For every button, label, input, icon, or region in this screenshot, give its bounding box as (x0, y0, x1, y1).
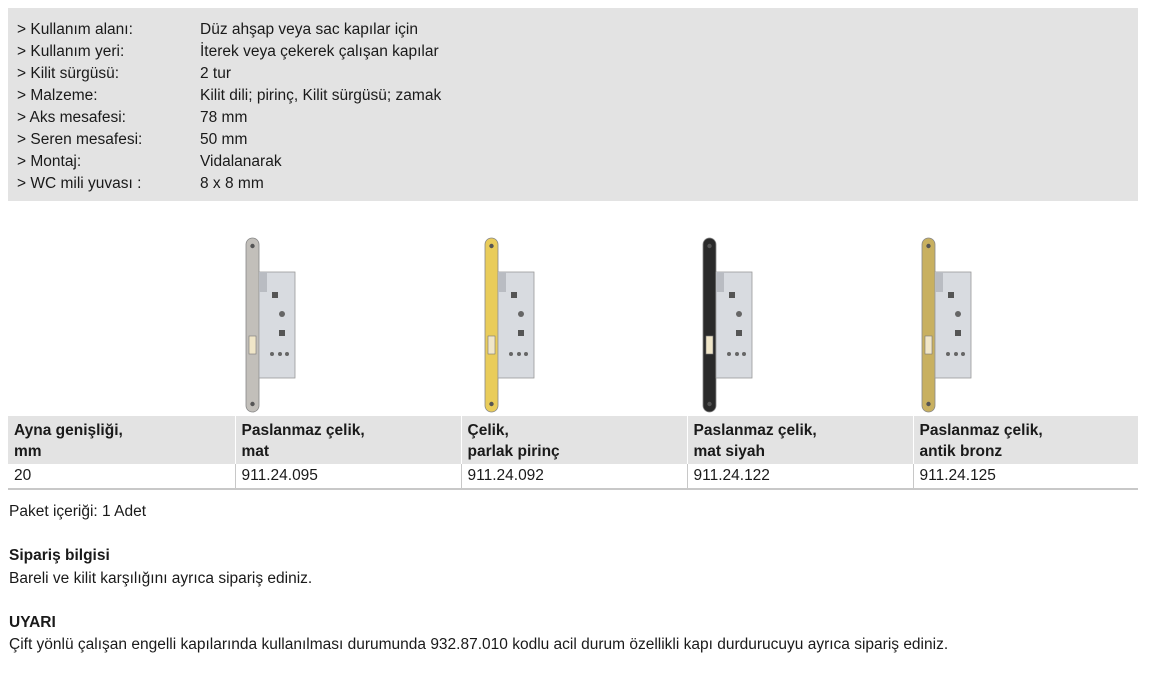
spec-label: > Seren mesafesi: (17, 131, 143, 148)
spec-label: > Kullanım alanı: (17, 21, 133, 38)
warning-title: UYARI (9, 614, 56, 631)
cell-faceplate-width: 20 (8, 464, 235, 489)
faceplate (246, 238, 259, 412)
cell-article-number: 911.24.125 (913, 464, 1138, 489)
spec-label: > WC mili yuvası : (17, 175, 142, 192)
table-header-row (8, 416, 1138, 464)
lock-image-brass-polished (479, 236, 559, 414)
faceplate (485, 238, 498, 412)
cell-article-number: 911.24.095 (235, 464, 461, 489)
spec-row-material (17, 85, 1138, 107)
spec-value: Kilit dili; pirinç, Kilit sürgüsü; zamak (200, 87, 442, 104)
order-info-text: Bareli ve kilit karşılığını ayrıca sipariş ediniz. (9, 570, 313, 587)
warning-text: Çift yönlü çalışan engelli kapılarında kullanılması durumunda 932.87.010 kodlu acil durum özellikli kapı durdurucuyu ayrıca sipariş ediniz. (9, 636, 949, 653)
spec-label: > Montaj: (17, 153, 82, 170)
spec-row-bolt (17, 63, 1138, 85)
variants-table (8, 416, 1138, 490)
spec-label: > Aks mesafesi: (17, 109, 126, 126)
specifications-panel (8, 8, 1138, 201)
header-brass-polished: Çelik, parlak pirinç (461, 416, 687, 464)
spec-value: Vidalanarak (200, 153, 282, 170)
spec-label: > Kilit sürgüsü: (17, 65, 120, 82)
spec-value: Düz ahşap veya sac kapılar için (200, 21, 418, 38)
spec-value: 78 mm (200, 109, 248, 126)
spec-value: 2 tur (200, 65, 232, 82)
cell-article-number: 911.24.092 (461, 464, 687, 489)
cell-article-number: 911.24.122 (687, 464, 913, 489)
spec-value: İterek veya çekerek çalışan kapılar (200, 43, 439, 60)
spec-row-usage-area (17, 19, 1138, 41)
order-info-title: Sipariş bilgisi (9, 547, 110, 564)
spec-row-mounting (17, 151, 1138, 173)
spec-row-backset (17, 129, 1138, 151)
lock-image-black-matt (697, 236, 777, 414)
header-faceplate-width: Ayna genişliği, mm (8, 416, 235, 464)
table-row (8, 464, 1138, 489)
package-contents: Paket içeriği: 1 Adet (9, 503, 146, 520)
spec-label: > Malzeme: (17, 87, 98, 104)
header-black-matt: Paslanmaz çelik, mat siyah (687, 416, 913, 464)
spec-value: 50 mm (200, 131, 248, 148)
faceplate (922, 238, 935, 412)
header-antique-bronze: Paslanmaz çelik, antik bronz (913, 416, 1138, 464)
spec-value: 8 x 8 mm (200, 175, 264, 192)
lock-image-antique-bronze (916, 236, 996, 414)
spec-row-axis-distance (17, 107, 1138, 129)
spec-row-usage-place (17, 41, 1138, 63)
header-steel-matt: Paslanmaz çelik, mat (235, 416, 461, 464)
spec-label: > Kullanım yeri: (17, 43, 125, 60)
lock-images (0, 236, 1161, 414)
faceplate (703, 238, 716, 412)
lock-image-steel-matt (240, 236, 320, 414)
spec-row-wc-spindle (17, 173, 1138, 195)
